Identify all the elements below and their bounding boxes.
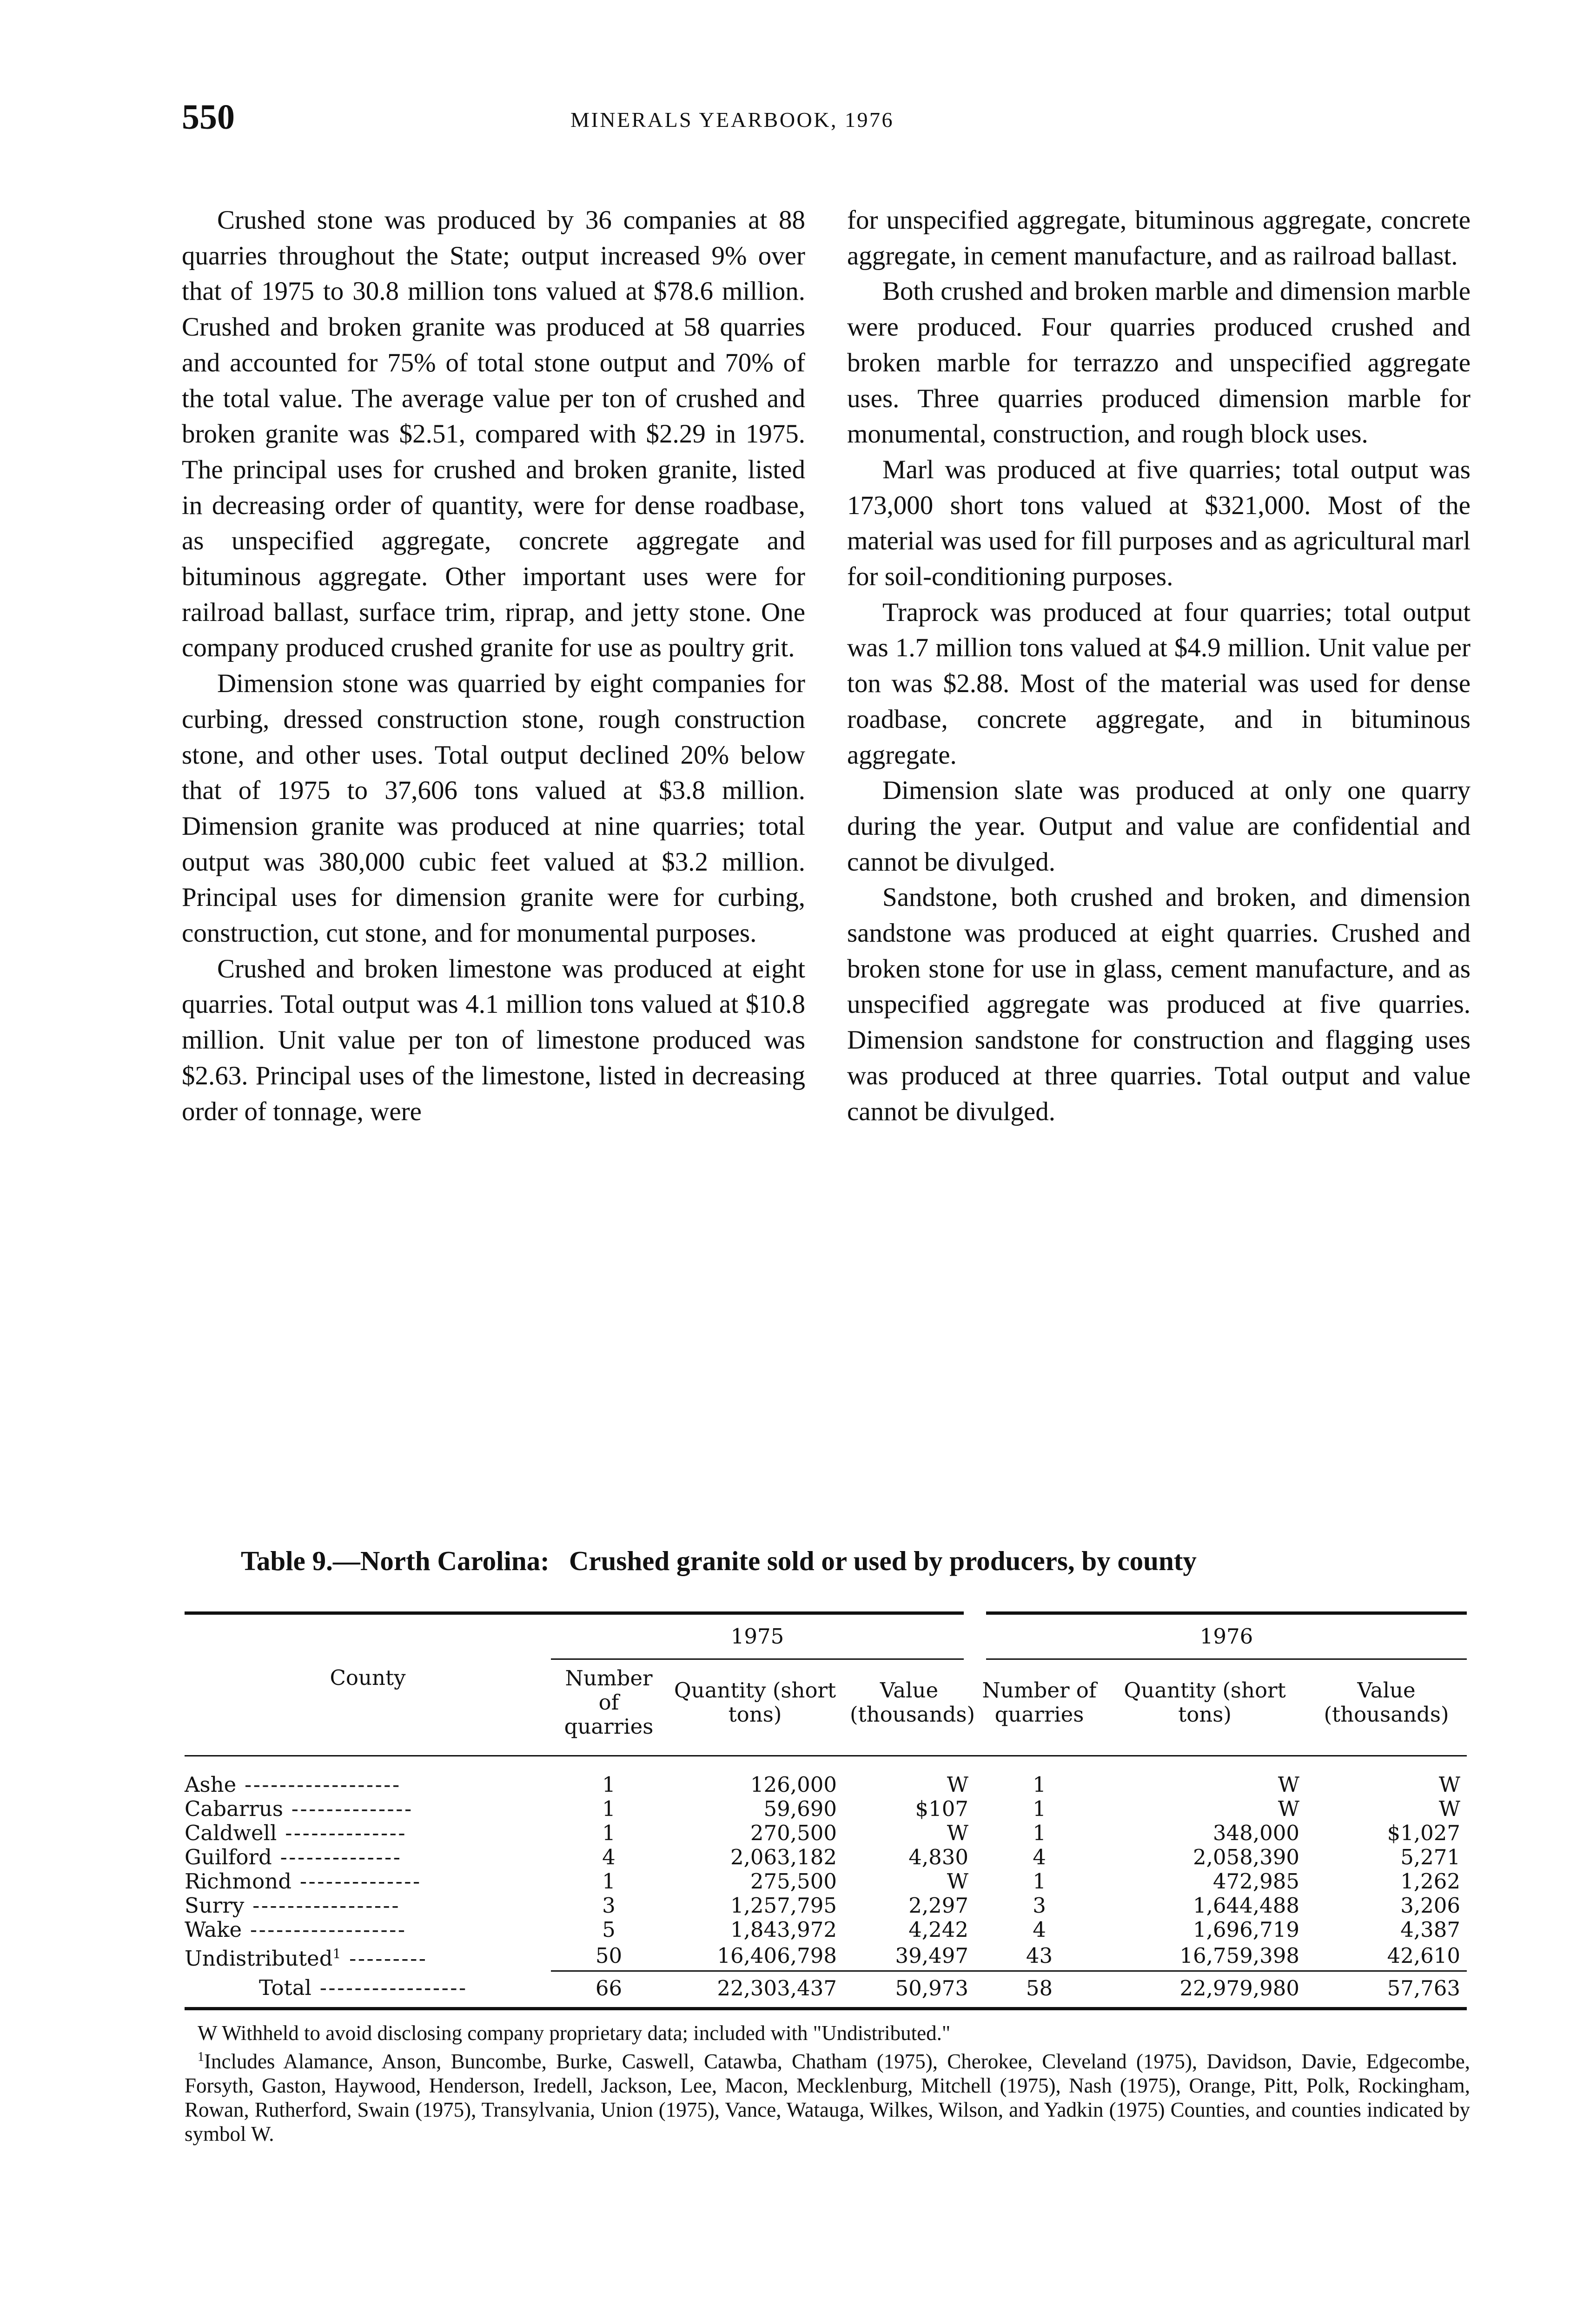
value-cell: 22,979,980 xyxy=(1104,1971,1306,2008)
paragraph: Crushed and broken limestone was produced at eight quarries. Total output was 4.1 million tons valued at $10.8 million. Unit value per ton of limestone produced was $2.63. Principal uses of the limestone, listed in decreasing order of tonnage, were xyxy=(182,954,805,1126)
value-cell: 4 xyxy=(602,1845,616,1869)
value-cell: 2,058,390 xyxy=(1192,1845,1300,1869)
value-cell: 16,759,398 xyxy=(1179,1943,1300,1968)
value-cell: W xyxy=(947,1821,969,1845)
county-header: County xyxy=(185,1613,551,1756)
column-header: Value (thousands) xyxy=(1306,1659,1467,1756)
value-cell: 4,830 xyxy=(908,1845,969,1869)
footnote-marker: 1 xyxy=(332,1946,341,1961)
table-footnotes xyxy=(185,2021,1470,2146)
value-cell: 1,644,488 xyxy=(1192,1893,1300,1918)
column-header: Number of quarries xyxy=(551,1659,667,1756)
county-name: Undistributed xyxy=(185,1946,333,1971)
value-cell: 472,985 xyxy=(1212,1869,1300,1894)
county-cell xyxy=(185,1869,551,1894)
value-cell: 5 xyxy=(602,1917,616,1942)
leader-dots: -------------- xyxy=(283,1796,413,1821)
value-cell: 4,242 xyxy=(908,1917,969,1942)
footnote-text: Includes Alamance, Anson, Buncombe, Burke, Caswell, Catawba, Chatham (1975), Cherokee, Cleveland (1975), Davidson, Davie, Edgecombe, Forsyth, Gaston, Haywood, Henderson, Iredell, Jackson, Lee, Macon, Mecklenburg, Mitchell (1975), Nash (1975), Orange, Pitt, Polk, Rockingham, Rowan, Rutherford, Swain (1975), Transylvania, Union (1975), Vance, Watauga, Wilkes, Wilson, and Yadkin (1975) Counties, and counties indicated by symbol W. xyxy=(185,2050,1470,2146)
paragraph: Crushed stone was produced by 36 companies at 88 quarries throughout the State; output increased 9% over that of 1975 to 30.8 million tons valued at $78.6 million. Crushed and broken granite was produced at 58 quarries and accounted for 75% of total stone output and 70% of the total value. The average value per ton of crushed and broken granite was $2.51, compared with $2.29 in 1975. The principal uses for crushed and broken granite, listed in decreasing order of quantity, were for dense roadbase, as unspecified aggregate, concrete aggregate and bituminous aggregate. Other important uses were for railroad ballast, surface trim, riprap, and jetty stone. One company produced crushed granite for use as poultry grit. xyxy=(182,205,805,663)
table-subtitle: Crushed granite sold or used by producers, by county xyxy=(569,1545,1197,1576)
value-cell: 57,763 xyxy=(1306,1971,1467,2008)
table-title xyxy=(241,1547,1197,1575)
value-cell: 59,690 xyxy=(763,1796,837,1821)
value-cell: 1,696,719 xyxy=(1192,1917,1300,1942)
value-cell: 2,063,182 xyxy=(730,1845,837,1869)
county-cell xyxy=(185,1918,551,1942)
value-cell: 43 xyxy=(1026,1943,1053,1968)
paragraph: Traprock was produced at four quarries; total output was 1.7 million tons valued at $4.9 million. Unit value per ton was $2.88. Most of the material was used for dense roadbase, concrete aggregate, and in bituminous aggregate. xyxy=(847,597,1471,770)
value-cell: 1 xyxy=(602,1796,616,1821)
value-cell: 1 xyxy=(1033,1821,1046,1845)
table-row xyxy=(185,1797,1467,1821)
table-row xyxy=(185,1918,1467,1942)
county-cell xyxy=(185,1971,551,2008)
leader-dots: ------------------ xyxy=(242,1917,407,1942)
leader-dots: --------- xyxy=(341,1946,428,1971)
value-cell: 5,271 xyxy=(1400,1845,1461,1869)
value-cell: 270,500 xyxy=(750,1821,837,1845)
running-title: MINERALS YEARBOOK, 1976 xyxy=(570,108,894,132)
leader-dots: ----------------- xyxy=(311,1975,468,2000)
value-cell: 3 xyxy=(602,1893,616,1918)
paragraph: Both crushed and broken marble and dimension marble were produced. Four quarries produced crushed and broken marble for terrazzo and unspecified aggregate uses. Three quarries produced dimension marble for monumental, construction, and rough block uses. xyxy=(847,277,1471,449)
value-cell: W xyxy=(947,1772,969,1797)
county-cell xyxy=(185,1756,551,1797)
county-cell xyxy=(185,1821,551,1845)
value-cell: 39,497 xyxy=(895,1943,969,1968)
county-name: Wake xyxy=(185,1917,242,1942)
value-cell: 66 xyxy=(551,1971,667,2008)
county-cell xyxy=(185,1942,551,1971)
paragraph: Marl was produced at five quarries; total output was 173,000 short tons valued at $321,000. Most of the material was used for fill purposes and as agricultural marl for soil-conditioning purposes. xyxy=(847,455,1471,592)
value-cell: 1,262 xyxy=(1400,1869,1461,1894)
leader-dots: -------------- xyxy=(291,1869,422,1894)
table-row xyxy=(185,1845,1467,1869)
value-cell: 1,843,972 xyxy=(730,1917,837,1942)
leader-dots: -------------- xyxy=(272,1845,402,1869)
table-row xyxy=(185,1756,1467,1797)
footnote-w: W Withheld to avoid disclosing company proprietary data; included with "Undistributed." xyxy=(198,2021,951,2045)
table-total-row xyxy=(185,1971,1467,2008)
county-name: Ashe xyxy=(185,1772,237,1797)
value-cell: W xyxy=(947,1869,969,1894)
crushed-granite-table xyxy=(185,1611,1467,2010)
value-cell: 4,387 xyxy=(1400,1917,1461,1942)
table-number: Table 9.—North Carolina: xyxy=(241,1545,550,1576)
value-cell: W xyxy=(1278,1796,1300,1821)
page-number: 550 xyxy=(182,98,235,137)
value-cell: 1 xyxy=(1033,1869,1046,1894)
value-cell: 126,000 xyxy=(750,1772,837,1797)
value-cell: 2,297 xyxy=(908,1893,969,1918)
column-header: Value (thousands) xyxy=(843,1659,975,1756)
value-cell: 42,610 xyxy=(1387,1943,1461,1968)
county-name: Guilford xyxy=(185,1845,272,1869)
value-cell: W xyxy=(1438,1796,1461,1821)
right-text-column xyxy=(847,203,1471,1129)
county-name: Total xyxy=(259,1975,311,2000)
value-cell: 1 xyxy=(1033,1772,1046,1797)
county-cell xyxy=(185,1797,551,1821)
column-header: Number of quarries xyxy=(975,1659,1104,1756)
value-cell: 22,303,437 xyxy=(667,1971,843,2008)
value-cell: 4 xyxy=(1033,1845,1046,1869)
value-cell: $1,027 xyxy=(1387,1821,1461,1845)
county-name: Surry xyxy=(185,1893,245,1918)
value-cell: 16,406,798 xyxy=(717,1943,837,1968)
table-row xyxy=(185,1894,1467,1918)
value-cell: W xyxy=(1278,1772,1300,1797)
paragraph: Sandstone, both crushed and broken, and dimension sandstone was produced at eight quarries. Crushed and broken stone for use in glass, cement manufacture, and as unspecified aggregate was produced at five quarries. Dimension sandstone for construction and flagging uses was produced at three quarries. Total output and value cannot be divulged. xyxy=(847,883,1471,1126)
value-cell: 1 xyxy=(602,1821,616,1845)
table-row xyxy=(185,1942,1467,1971)
year-header: 1975 xyxy=(551,1613,975,1659)
paragraph: Dimension stone was quarried by eight companies for curbing, dressed construction stone, rough construction stone, and other uses. Total output declined 20% below that of 1975 to 37,606 tons valued at $3.8 million. Dimension granite was produced at nine quarries; total output was 380,000 cubic feet valued at $3.2 million. Principal uses for dimension granite were for curbing, construction, cut stone, and for monumental purposes. xyxy=(182,669,805,948)
paragraph: Dimension slate was produced at only one quarry during the year. Output and value are confidential and cannot be divulged. xyxy=(847,776,1471,877)
value-cell: 3 xyxy=(1033,1893,1046,1918)
value-cell: W xyxy=(1438,1772,1461,1797)
table-row xyxy=(185,1869,1467,1894)
value-cell: 50 xyxy=(595,1943,623,1968)
left-text-column xyxy=(182,203,805,1129)
county-name: Richmond xyxy=(185,1869,292,1894)
value-cell: 275,500 xyxy=(750,1869,837,1894)
leader-dots: -------------- xyxy=(277,1821,407,1845)
value-cell: 1 xyxy=(1033,1796,1046,1821)
county-name: Caldwell xyxy=(185,1821,277,1845)
value-cell: 1,257,795 xyxy=(730,1893,837,1918)
value-cell: $107 xyxy=(915,1796,969,1821)
paragraph: for unspecified aggregate, bituminous aggregate, concrete aggregate, in cement manufacture, and as railroad ballast. xyxy=(847,205,1471,271)
value-cell: 348,000 xyxy=(1212,1821,1300,1845)
value-cell: 3,206 xyxy=(1400,1893,1461,1918)
value-cell: 4 xyxy=(1033,1917,1046,1942)
column-header: Quantity (short tons) xyxy=(1104,1659,1306,1756)
year-header: 1976 xyxy=(975,1613,1467,1659)
footnote-marker: 1 xyxy=(198,2050,204,2064)
table-row xyxy=(185,1821,1467,1845)
value-cell: 1 xyxy=(602,1772,616,1797)
value-cell: 58 xyxy=(975,1971,1104,2008)
leader-dots: ----------------- xyxy=(244,1893,401,1918)
footnote-1 xyxy=(185,2045,1470,2146)
value-cell: 1 xyxy=(602,1869,616,1894)
leader-dots: ------------------ xyxy=(236,1772,401,1797)
county-cell xyxy=(185,1845,551,1869)
county-cell xyxy=(185,1894,551,1918)
county-name: Cabarrus xyxy=(185,1796,283,1821)
column-header: Quantity (short tons) xyxy=(667,1659,843,1756)
value-cell: 50,973 xyxy=(843,1971,975,2008)
